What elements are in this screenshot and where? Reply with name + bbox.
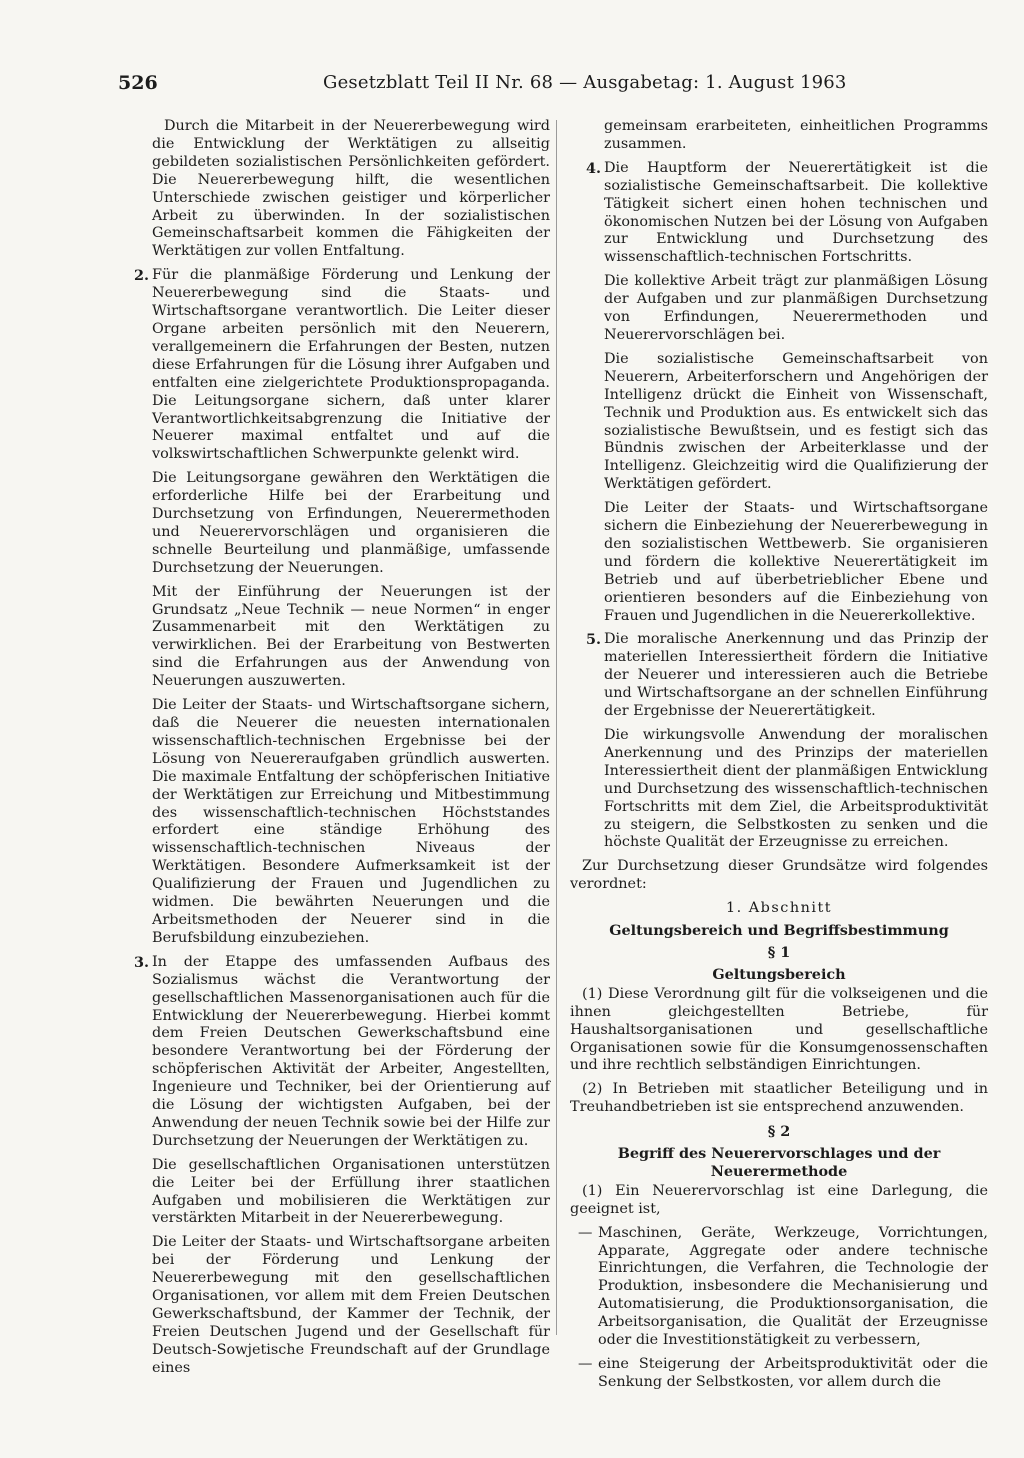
clause: (1) Ein Neuerervorschlag ist eine Darlegung, die geeignet ist, (570, 1182, 988, 1217)
paragraph: Die Leiter der Staats- und Wirtschaftsorgane sichern die Einbeziehung der Neuererbewegung in den sozialistischen Wettbewerb. Sie organisieren und fördern die kollektive Neuerertätigkeit im Betrieb und auf überbetrieblicher Ebene und orientieren besonders auf die Einbeziehung von Frauen und Jugendlichen in die Neuererkollektive. (604, 500, 988, 624)
decree-paragraph: Zur Durchsetzung dieser Grundsätze wird folgendes verordnet: (570, 858, 988, 893)
clause: (1) Diese Verordnung gilt für die volkseigenen und die ihnen gleichgestellten Betriebe, für Haushaltsorganisationen und gesellschaftliche Organisationen sowie für die Konsumgenossenschaften und ihre rechtlich selbständigen Einrichtungen. (570, 985, 988, 1074)
section-label: 1. Abschnitt (725, 900, 833, 917)
list-item-4 (570, 160, 988, 267)
item-number: 3. (134, 953, 150, 971)
paragraph: Die wirkungsvolle Anwendung der moralischen Anerkennung und des Prinzips der materiellen Interessiertheit dient der planmäßigen Entwicklung und Durchsetzung des wissenschaftlich-technischen Fortschritts mit dem Ziel, die Arbeitsproduktivität zu steigern, die Selbstkosten zu senken und die höchste Qualität der Erzeugnisse zu erreichen. (604, 727, 988, 851)
paragraph: Die Hauptform der Neuerertätigkeit ist die sozialistische Gemeinschaftsarbeit. Die kollektive Tätigkeit sichert einen hohen technischen und ökonomischen Nutzen bei der Lösung von Aufgaben zur Entwicklung und Durchsetzung des wissenschaftlich-technischen Fortschritts. (604, 159, 988, 266)
paragraph: Für die planmäßige Förderung und Lenkung der Neuererbewegung sind die Staats- und Wirtschaftsorgane verantwortlich. Die Leiter dieser Organe arbeiten persönlich mit den Neuerern, verallgemeinern die Erfahrungen der Besten, nutzen diese Erfahrungen für die Lösung ihrer Aufgaben und entfalten eine zielgerichtete Produktionspropaganda. Die Leitungsorgane sichern, daß unter klarer Verantwortlichkeitsabgrenzung die Initiative der Neuerer maximal entfaltet und auf die volkswirtschaftlichen Schwerpunkte gelenkt wird. (152, 267, 550, 463)
page-number: 526 (118, 72, 158, 94)
paragraph: Maschinen, Geräte, Werkzeuge, Vorrichtungen, Apparate, Aggregate oder andere technische Einrichtungen, die Verfahren, die Technologie der Produktion, insbesondere die Mechanisierung und Automatisierung, die Produktionsorganisation, die Arbeitsorganisation, die Qualität der Erzeugnisse oder die Investitionstätigkeit zu verbessern, (598, 1224, 988, 1349)
clause: (2) In Betrieben mit staatlicher Beteiligung und in Treuhandbetrieben ist sie entsprechend anzuwenden. (570, 1081, 988, 1116)
dash-list-item (570, 1225, 988, 1350)
paragraph-title: Begriff des Neuerervorschlages und der Neuerermethode (617, 1145, 941, 1180)
column-divider (556, 120, 557, 1335)
dash-marker: — (578, 1224, 593, 1241)
list-item-2 (118, 267, 550, 464)
dash-marker: — (578, 1356, 593, 1372)
paragraph: Die Leiter der Staats- und Wirtschaftsorgane arbeiten bei der Förderung und Lenkung der Neuererbewegung mit den gesellschaftlichen Organisationen, vor allem mit dem Freien Deutschen Gewerkschaftsbund, der Kammer der Technik, der Freien Deutschen Jugend und der Gesellschaft für Deutsch-Sowjetische Freundschaft auf der Grundlage eines (152, 1234, 550, 1376)
page-header (118, 72, 984, 106)
paragraph: Die Leiter der Staats- und Wirtschaftsorgane sichern, daß die Neuerer die neuesten internationalen wissenschaftlich-technischen Ergebnisse bei der Lösung von Neuereraufgaben gründlich auswerten. Die maximale Entfaltung der schöpferischen Initiative der Werktätigen zur Erreichung und Mitbestimmung des wissenschaftlich-technischen Höchststandes erfordert eine ständige Erhöhung des wissenschaftlich-technischen Niveaus der Werktätigen. Besondere Aufmerksamkeit ist der Qualifizierung der Frauen und Jugendlichen zu widmen. Die bewährten Neuerungen und die Arbeitsmethoden der Neuerer sind in die Berufsbildung einzubeziehen. (152, 697, 550, 946)
intro-paragraph: Durch die Mitarbeit in der Neuererbewegung wird die Entwicklung der Werktätigen zu allseitig gebildeten sozialistischen Persönlichkeiten gefördert. Die Neuererbewegung hilft, die wesentlichen Unterschiede zwischen geistiger und körperlicher Arbeit zu überwinden. In der sozialistischen Gemeinschaftsarbeit kommen die Fähigkeiten der Werktätigen zur vollen Entfaltung. (152, 118, 550, 260)
paragraph: In der Etappe des umfassenden Aufbaus des Sozialismus wächst die Verantwortung der gesellschaftlichen Massenorganisationen auch für die Entwicklung der Neuererbewegung. Hierbei kommt dem Freien Deutschen Gewerkschaftsbund eine besondere Verantwortung bei der Förderung der schöpferischen Aktivität der Arbeiter, Angestellten, Ingenieure und Techniker, bei der Orientierung auf die Lösung der wichtigsten Aufgaben, bei der Anwendung der neuen Technik sowie bei der Hilfe zur Durchsetzung der Neuerungen der Werktätigen zu. (152, 953, 550, 1149)
left-column (118, 118, 550, 1384)
dash-list-item (570, 1356, 988, 1392)
paragraph: Die Leitungsorgane gewähren den Werktätigen die erforderliche Hilfe bei der Erarbeitung und Durchsetzung von Erfindungen, Neuerermethoden und Neuerervorschlägen und organisieren die schnelle Beurteilung und planmäßige, umfassende Durchsetzung der Neuerungen. (152, 470, 550, 576)
paragraph-label: § 2 (767, 1123, 791, 1141)
running-title: Gesetzblatt Teil II Nr. 68 — Ausgabetag: 1. August 1963 (323, 72, 847, 93)
item-number: 5. (586, 631, 602, 649)
paragraph: Die kollektive Arbeit trägt zur planmäßigen Lösung der Aufgaben und zur planmäßigen Durchsetzung von Erfindungen, Neuerermethoden und Neuerervorschlägen bei. (604, 273, 988, 343)
paragraph: Die gesellschaftlichen Organisationen unterstützen die Leiter bei der Erfüllung ihrer staatlichen Aufgaben und mobilisieren die Werktätigen zur verstärkten Mitarbeit in der Neuererbewegung. (152, 1156, 550, 1227)
paragraph: Mit der Einführung der Neuerungen ist der Grundsatz „Neue Technik — neue Normen“ in enger Zusammenarbeit mit den Werktätigen zu verwirklichen. Bei der Erarbeitung von Bestwerten sind die Erfahrungen aus der Anwendung von Neuerungen auszuwerten. (152, 583, 550, 690)
paragraph: Die sozialistische Gemeinschaftsarbeit von Neuerern, Arbeiterforschern und Angehörigen der Intelligenz drückt die Einheit von Wissenschaft, Technik und Produktion aus. Es entwickelt sich das sozialistische Bewußtsein, und es festigt sich das Bündnis zwischen der Arbeiterklasse und der Intelligenz. Gleichzeitig wird die Qualifizierung der Werktätigen gefördert. (604, 350, 988, 493)
continued-paragraph: gemeinsam erarbeiteten, einheitlichen Programms zusammen. (604, 118, 988, 152)
paragraph-label: § 1 (767, 943, 791, 961)
right-column (570, 118, 988, 1398)
list-item-5 (570, 631, 988, 721)
item-number: 2. (134, 267, 150, 285)
paragraph-title: Geltungsbereich (712, 965, 846, 983)
section-title: Geltungsbereich und Begriffsbestimmung (609, 922, 949, 940)
list-item-3 (118, 954, 550, 1151)
paragraph: eine Steigerung der Arbeitsproduktivität oder die Senkung der Selbstkosten, vor allem durch die (598, 1356, 988, 1390)
item-number: 4. (586, 159, 602, 177)
paragraph: Die moralische Anerkennung und das Prinzip der materiellen Interessiertheit fördern die Initiative der Neuerer und interessieren auch die Betriebe und Wirtschaftsorgane an der schnellen Einführung der Ergebnisse der Neuerertätigkeit. (604, 631, 988, 720)
